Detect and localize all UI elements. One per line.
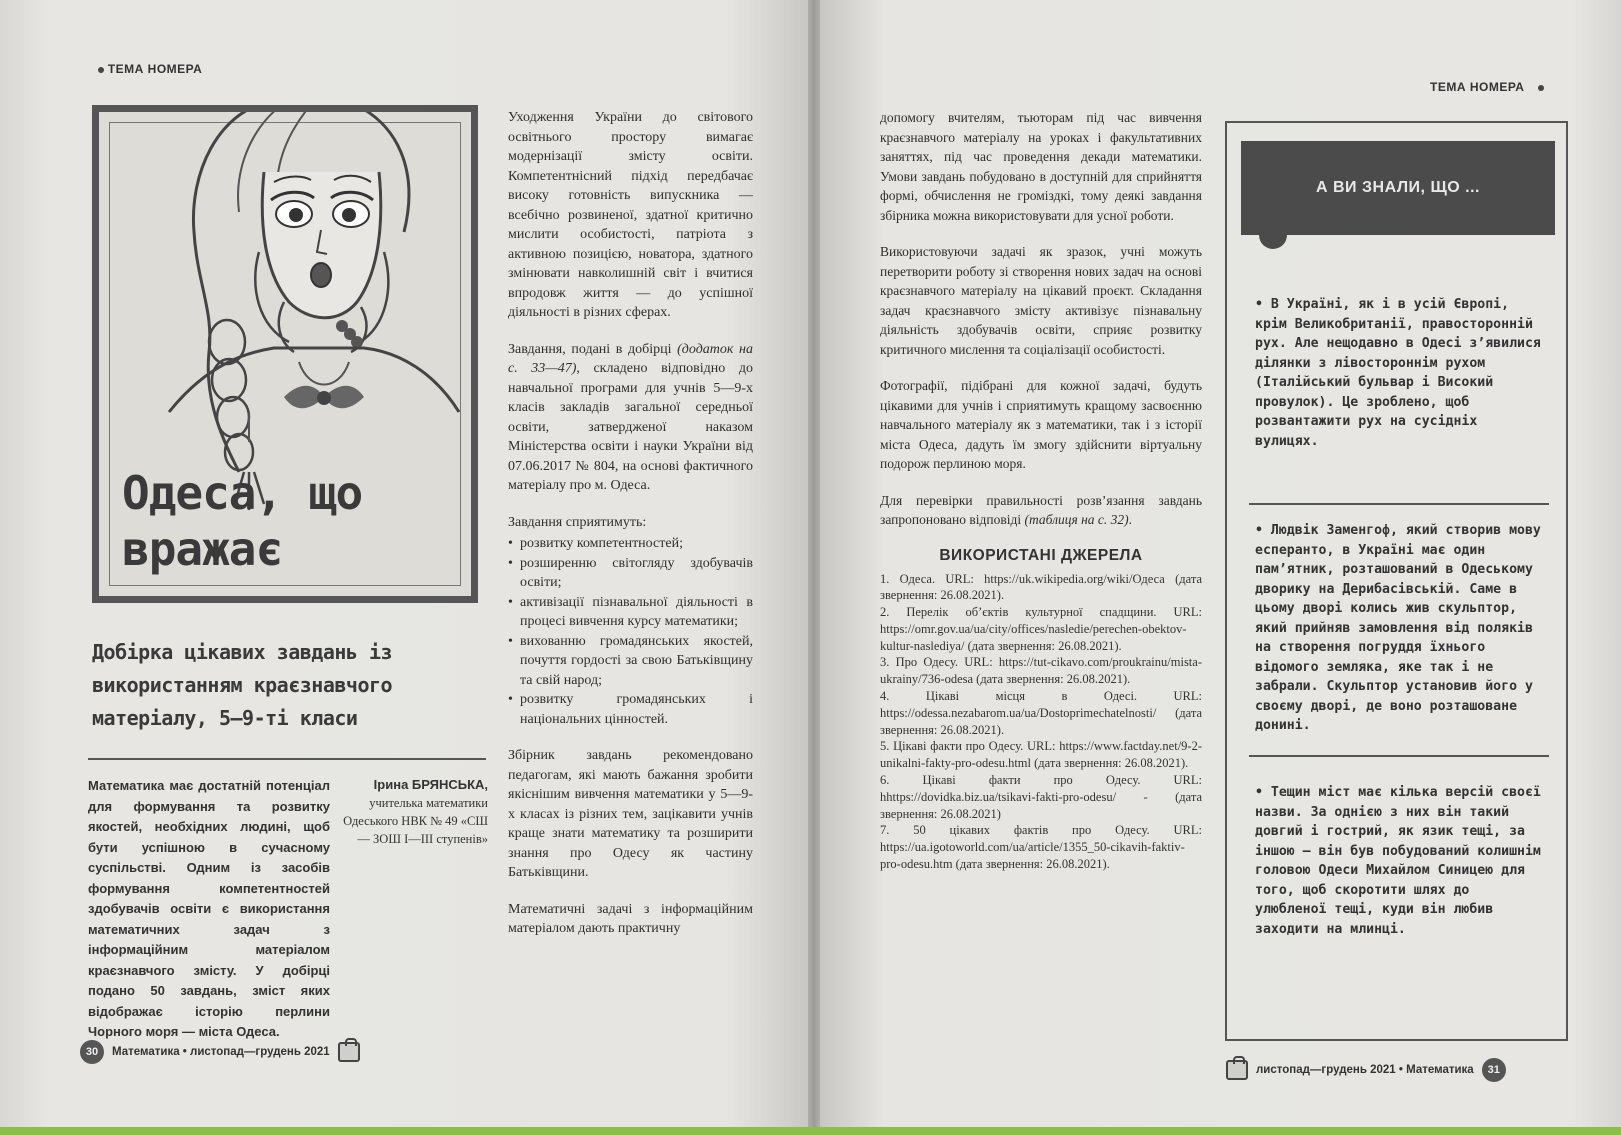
source-item: 6. Цікаві факти про Одесу. URL: hhttps://dovidka.biz.ua/tsikavi-fakti-pro-odesu/ - (дата звернення: 26.08.2021)	[880, 773, 1202, 821]
footer-text: листопад—грудень 2021 • Математика	[1256, 1064, 1474, 1076]
paragraph: Математичні задачі з інформаційним матеріалом дають практичну	[508, 901, 753, 936]
did-you-know-sidebar	[1225, 121, 1568, 1041]
sources-heading: ВИКОРИСТАНІ ДЖЕРЕЛА	[939, 546, 1143, 564]
source-item: 7. 50 цікавих фактів про Одесу. URL: https://ua.igotoworld.com/ua/article/1355_50-cikavih-faktiv-pro-odesu.htm (дата звернення: 26.08.2021).	[880, 823, 1202, 872]
author-block	[330, 776, 488, 848]
paragraph: Фотографії, підібрані для кожної задачі, будуть цікавими для учнів і сприятимуть кращому засвоєнню навчального матеріалу як з математики, так і з історії міста Одеса, дадуть їм змогу здійснити віртуальну подорож перлиною моря.	[880, 378, 1202, 471]
page-number: 31	[1482, 1058, 1506, 1082]
right-text-column	[880, 108, 1202, 873]
paragraph: Для перевірки правильності розв’язання завдань запропоновано відповіді (таблиця на с. 32).	[880, 492, 1202, 527]
right-page	[820, 0, 1621, 1135]
divider	[1249, 755, 1549, 757]
article-title: Одеса, що вражає	[122, 466, 363, 576]
source-item: 3. Про Одесу. URL: https://tut-cikavo.com/proukrainu/mista-ukrainy/736-odesa (дата звернення: 26.08.2021).	[880, 655, 1202, 687]
divider	[88, 758, 486, 760]
paragraph: Завдання, подані в добірці (додаток на с. 33—47), складено відповідно до навчальної програми для учнів 5—9-х класів закладів загальної середньої освіти, затвердженої наказом Міністерства освіти і науки України від 07.06.2017 № 804, на основі фактичного матеріалу про м. Одеса.	[508, 341, 753, 493]
source-item: 2. Перелік об’єктів культурної спадщини. URL: https://omr.gov.ua/ua/city/offices/nasledie/perechen-obektov-kultur-naslediya/ (дата звернення: 26.08.2021).	[880, 605, 1202, 653]
bullet-dot	[98, 67, 104, 73]
article-abstract: Математика має достатній потенціал для формування та розвитку якостей, необхідних людині, щоб бути успішною в сучасному суспільстві. Одним із засобів формування компетентностей здобувачів освіти є використання математичних задач з інформаційним матеріалом краєзнавчого змісту. У добірці подано 50 завдань, зміст яких відображає історію перлини Чорного моря — міста Одеса.	[88, 778, 330, 1039]
footer-left	[80, 1040, 360, 1064]
author-name: Ірина БРЯНСЬКА,	[373, 777, 488, 792]
paragraph: Збірник завдань рекомендовано педагогам, які мають бажання зробити якіснішим вивчення математики у 5—9-х класах із різних тем, зацікавити учнів краще знати математику та розширити знання про Одесу як частину Батьківщини.	[508, 748, 753, 880]
divider	[1249, 503, 1549, 505]
fact-item: • Тещин міст має кілька версій своєї назви. За однією з них він такий довгий і гострий, як язик тещі, за іншою — він був побудований колишнім головою Одеси Михайлом Синицею для того, щоб скоротити шлях до улюбленої тещі, куди він любив заходити на млинці.	[1255, 785, 1541, 937]
source-item: 4. Цікаві місця в Одесі. URL: https://odessa.nezabarom.ua/ua/Dostoprimechatelnosti/ (дата звернення: 26.08.2021).	[880, 689, 1202, 737]
list-item: • розвитку громадянських і національних цінностей.	[508, 690, 753, 729]
footer-text: Математика • листопад—грудень 2021	[112, 1046, 330, 1058]
sources-list	[880, 571, 1202, 873]
fact-item: • В Україні, як і в усій Європі, крім Великобританії, правосторонній рух. Але нещодавно в Одесі з’явилися ділянки з лівостороннім рухом (Італійський бульвар і Високий провулок). Це зроблено, щоб розвантажити рух на сусідніх вулицях.	[1255, 297, 1541, 449]
list-item: • активізації пізнавальної діяльності в процесі вивчення курсу математики;	[508, 593, 753, 632]
left-page	[0, 0, 808, 1135]
header-circle-decoration	[1259, 221, 1287, 249]
paragraph: Використовуючи задачі як зразок, учні можуть перетворити роботу зі створення нових задач на основі краєзнавчого матеріалу на цікавий проєкт. Складання задач краєзнавчого змісту активізує пізнавальну діяльність здобувачів освіти, сприяє розвитку критичного мислення та соціалізації особистості.	[880, 244, 1202, 357]
left-text-column	[508, 108, 753, 956]
list-item: • розвитку компетентностей;	[508, 534, 753, 554]
magazine-logo-icon	[1226, 1060, 1248, 1080]
list-item: • розширенню світогляду здобувачів освіти;	[508, 554, 753, 593]
magazine-logo-icon	[338, 1042, 360, 1062]
sidebar-header: А ВИ ЗНАЛИ, ЩО ...	[1241, 141, 1555, 235]
paragraph: Уходження України до світового освітнього простору вимагає модернізації змісту освіти. Компетентнісний підхід передбачає високу готовність випускника — всебічно розвиненої, здатної критично мислити особистості, патріота з активною позицією, новатора, здатного змінювати навколишній світ і вчитися впродовж життя — до успішної діяльності в різних сферах.	[508, 110, 753, 320]
page-number: 30	[80, 1040, 104, 1064]
section-label-right: ТЕМА НОМЕРА	[1430, 80, 1544, 94]
footer-right	[1226, 1058, 1506, 1082]
bullet-dot	[1538, 85, 1544, 91]
objectives-list	[508, 534, 753, 729]
list-intro: Завдання сприятимуть:	[508, 514, 647, 530]
source-item: 1. Одеса. URL: https://uk.wikipedia.org/wiki/Одеса (дата звернення: 26.08.2021).	[880, 571, 1202, 603]
author-role: учителька математики Одеського НВК № 49 «СШ — ЗОШ І—ІІІ ступенів»	[343, 796, 488, 846]
bottom-color-strip	[0, 1127, 1621, 1135]
paragraph: допомогу вчителям, тьюторам під час вивчення краєзнавчого матеріалу на уроках і факультативних заняттях, під час проведення декади математики. Умови завдань побудовано в доступній для сприйняття формі, обчислення не громіздкі, тому деякі завдання збірника можна використовувати для усної роботи.	[880, 110, 1202, 223]
source-item: 5. Цікаві факти про Одесу. URL: https://www.factday.net/9-2-unikalni-fakty-pro-odesu.html (дата звернення: 26.08.2021).	[880, 739, 1202, 771]
fact-item: • Людвік Заменгоф, який створив мову есперанто, в Україні має один пам’ятник, розташований в Одеському дворику на Дерибасівській. Саме в цьому дворі колись жив скульптор, який прийняв замовлення від поляків на створення погруддя їхнього відомого земляка, яке так і не забрали. Скульптор установив його у своєму дворі, де воно розташоване донині.	[1255, 523, 1541, 733]
list-item: • вихованню громадянських якостей, почуття гордості за свою Батьківщину та свій народ;	[508, 632, 753, 691]
section-label-left: ТЕМА НОМЕРА	[98, 62, 202, 76]
article-subtitle: Добірка цікавих завдань із використанням краєзнавчого матеріалу, 5—9-ті класи	[92, 640, 393, 730]
